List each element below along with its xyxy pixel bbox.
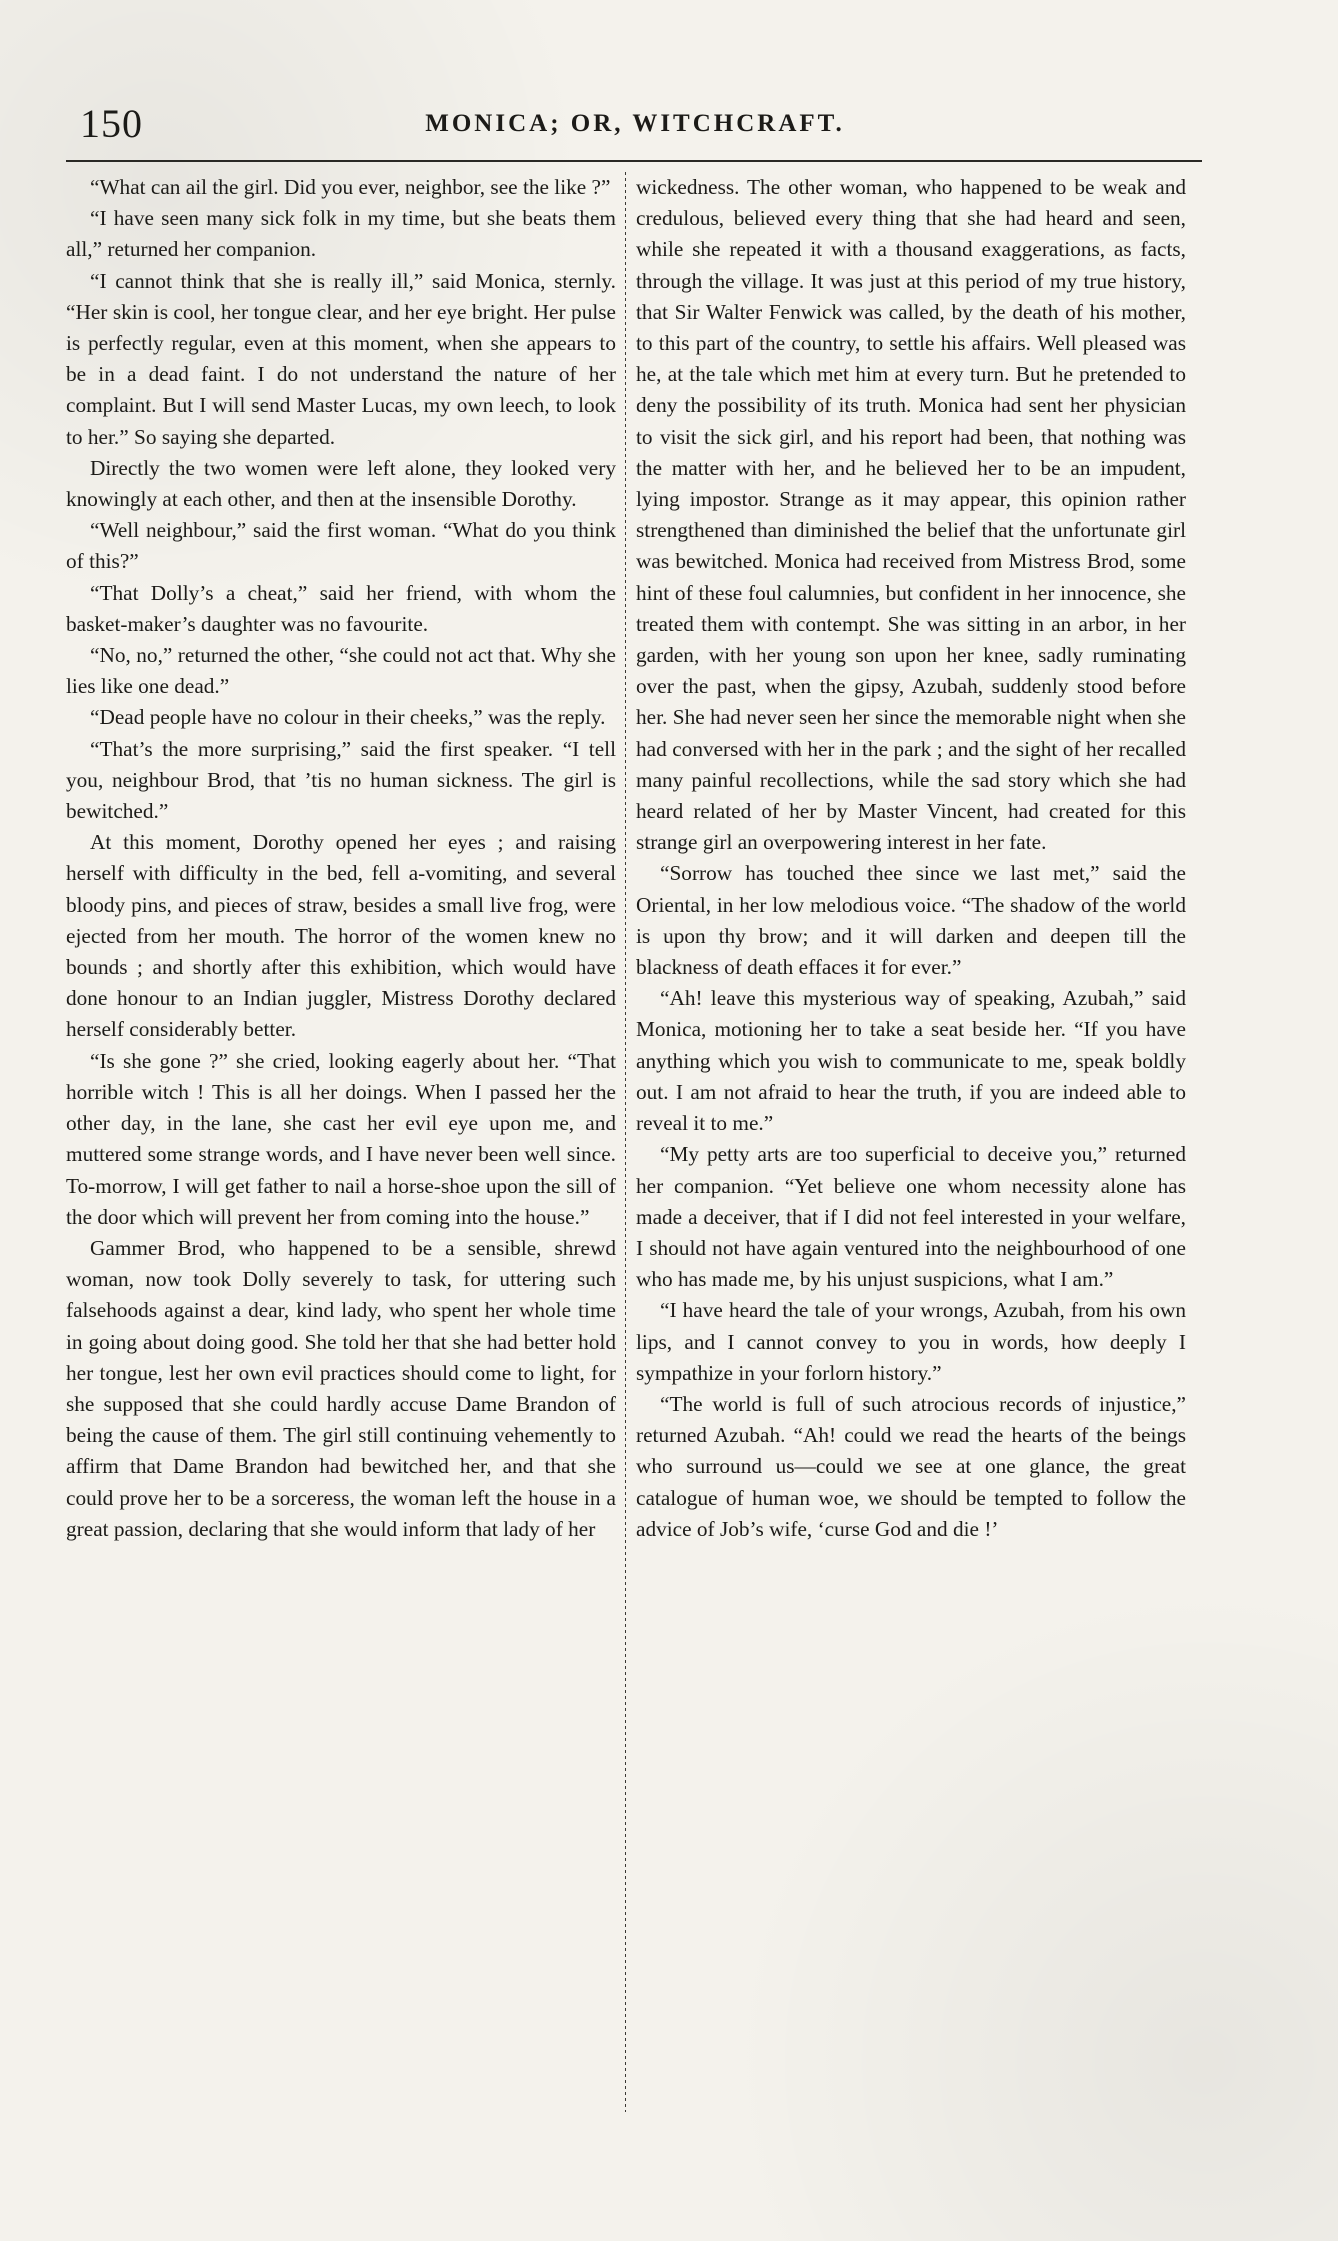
left-column — [66, 172, 616, 2112]
running-title: MONICA; OR, WITCHCRAFT. — [425, 110, 845, 137]
paragraph: Directly the two women were left alone, they looked very knowingly at each other, and then at the insensible Dorothy. — [66, 455, 616, 512]
paragraph: “That Dolly’s a cheat,” said her friend, with whom the basket-maker’s daughter was no favourite. — [66, 580, 616, 636]
paragraph: “No, no,” returned the other, “she could not act that. Why she lies like one dead.” — [66, 643, 616, 699]
paragraph: “Ah! leave this mysterious way of speaking, Azubah,” said Monica, motioning her to take a seat beside her. “If you have anything which you wish to communicate to me, speak boldly out. I am not afraid to hear the truth, if you are indeed able to reveal it to me.” — [636, 986, 1186, 1136]
paragraph: At this moment, Dorothy opened her eyes ; and raising herself with difficulty in the bed, fell a-vomiting, and several bloody pins, and pieces of straw, besides a small live frog, were ejected from her mouth. The horror of the women knew no bounds ; and shortly after this exhibition, which would have done honour to an Indian juggler, Mistress Dorothy declared herself considerably better. — [66, 830, 616, 1042]
paragraph: “Dead people have no colour in their cheeks,” was the reply. — [90, 705, 606, 730]
paragraph: “I have seen many sick folk in my time, but she beats them all,” returned her companion. — [66, 206, 616, 262]
paragraph: “Sorrow has touched thee since we last met,” said the Oriental, in her low melodious voice. “The shadow of the world is upon thy brow; and it will darken and deepen till the blackness of death effaces it for ever.” — [636, 861, 1186, 980]
page-header — [80, 100, 1190, 150]
paragraph: “Well neighbour,” said the first woman. “What do you think of this?” — [66, 518, 616, 574]
paragraph: “What can ail the girl. Did you ever, neighbor, see the like ?” — [90, 175, 611, 199]
page-number: 150 — [80, 101, 143, 146]
paragraph: Gammer Brod, who happened to be a sensible, shrewd woman, now took Dolly severely to task, for uttering such falsehoods against a dear, kind lady, who spent her whole time in going about doing good. She told her that she had better hold her tongue, lest her own evil practices should come to light, for she supposed that she could hardly accuse Dame Brandon of being the cause of them. The girl still continuing vehemently to affirm that Dame Brandon had bewitched her, and that she could prove her to be a sorceress, the woman left the house in a great passion, declaring that she would inform that lady of her — [66, 1235, 616, 1541]
header-rule — [66, 160, 1202, 162]
paragraph: “I have heard the tale of your wrongs, Azubah, from his own lips, and I cannot convey to you in words, how deeply I sympathize in your forlorn history.” — [636, 1298, 1186, 1385]
paragraph: “That’s the more surprising,” said the first speaker. “I tell you, neighbour Brod, that ’tis no human sickness. The girl is bewitched.” — [66, 736, 616, 824]
column-rule — [625, 172, 626, 2112]
paragraph: “Is she gone ?” she cried, looking eagerly about her. “That horrible witch ! This is all her doings. When I passed her the other day, in the lane, she cast her evil eye upon me, and muttered some strange words, and I have never been well since. To-morrow, I will get father to nail a horse-shoe upon the sill of the door which will prevent her from coming into the house.” — [66, 1048, 616, 1229]
right-column — [636, 172, 1186, 2112]
paragraph: “I cannot think that she is really ill,” said Monica, sternly. “Her skin is cool, her tongue clear, and her eye bright. Her pulse is perfectly regular, even at this moment, when she appears to be in a dead faint. I do not understand the nature of her complaint. But I will send Master Lucas, my own leech, to look to her.” So saying she departed. — [66, 268, 616, 449]
paragraph: “The world is full of such atrocious records of injustice,” returned Azubah. “Ah! could we read the hearts of the beings who surround us—could we see at one glance, the great catalogue of human woe, we should be tempted to follow the advice of Job’s wife, ‘curse God and die !’ — [636, 1391, 1186, 1541]
paragraph: wickedness. The other woman, who happened to be weak and credulous, believed every thing that she had heard and seen, while she repeated it with a thousand exaggerations, as facts, through the village. It was just at this period of my true history, that Sir Walter Fenwick was called, by the death of his mother, to this part of the country, to settle his affairs. Well pleased was he, at the tale which met him at every turn. But he pretended to deny the possibility of its truth. Monica had sent her physician to visit the sick girl, and his report had been, that nothing was the matter with her, and he believed her to be an impudent, lying impostor. Strange as it may appear, this opinion rather strengthened than diminished the belief that the unfortunate girl was bewitched. Monica had received from Mistress Brod, some hint of these foul calumnies, but confident in her innocence, she treated them with contempt. She was sitting in an arbor, in her garden, with her young son upon her knee, sadly ruminating over the past, when the gipsy, Azubah, suddenly stood before her. She had never seen her since the memorable night when she had conversed with her in the park ; and the sight of her recalled many painful recollections, while the sad story which she had heard related of her by Master Vincent, had created for this strange girl an overpowering interest in her fate. — [636, 175, 1186, 855]
paragraph: “My petty arts are too superficial to deceive you,” returned her companion. “Yet believe one whom necessity alone has made a deceiver, that if I did not feel interested in your welfare, I should not have again ventured into the neighbourhood of one who has made me, by his unjust suspicions, what I am.” — [636, 1142, 1186, 1292]
